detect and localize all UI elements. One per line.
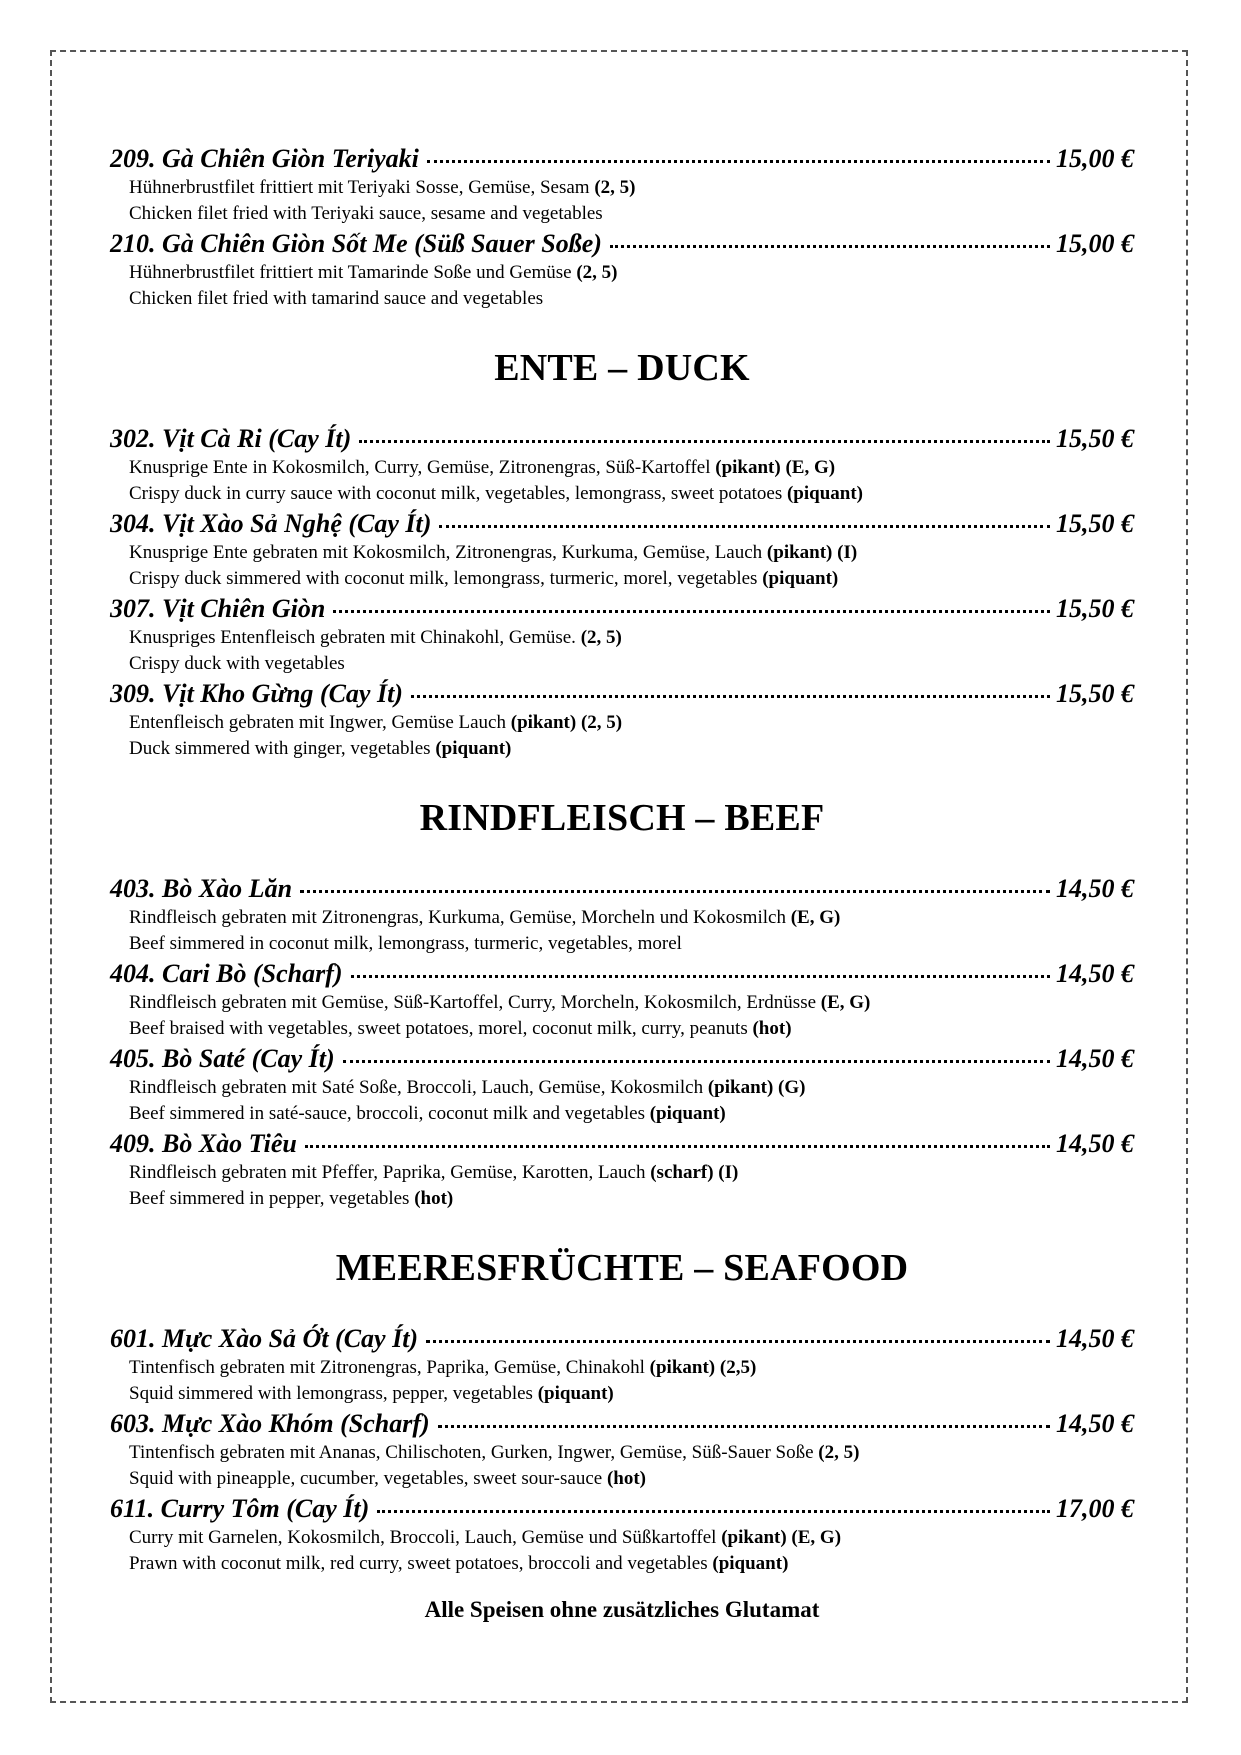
description-english: Chicken filet fried with Teriyaki sauce, sesame and vegetables (129, 203, 603, 224)
dot-leader (359, 440, 1050, 443)
section-heading: MEERESFRÜCHTE – SEAFOOD (335, 1247, 909, 1289)
dot-leader (427, 160, 1050, 163)
dot-leader (610, 245, 1050, 248)
description-english: Crispy duck with vegetables (129, 653, 345, 674)
description-german: Hühnerbrustfilet frittiert mit Tamarinde Soße und Gemüse (2, 5) (129, 262, 618, 283)
description-german: Rindfleisch gebraten mit Pfeffer, Paprika, Gemüse, Karotten, Lauch (scharf) (I) (129, 1162, 739, 1183)
menu-item (110, 957, 1134, 1042)
section-heading: ENTE – DUCK (494, 347, 750, 389)
dish-name: 601. Mực Xào Sả Ớt (Cay Ít) (110, 1324, 419, 1353)
menu-item (110, 142, 1134, 227)
dish-price: 15,00 € (1056, 144, 1134, 173)
menu-item (110, 1407, 1134, 1492)
dish-price: 14,50 € (1056, 1409, 1134, 1438)
menu-item (110, 422, 1134, 507)
menu-section-duck (110, 346, 1134, 762)
menu-item (110, 227, 1134, 312)
description-english: Duck simmered with ginger, vegetables (piquant) (129, 738, 512, 759)
description-english: Squid with pineapple, cucumber, vegetables, sweet sour-sauce (hot) (129, 1468, 646, 1489)
dot-leader (343, 1060, 1050, 1063)
menu-content (110, 142, 1134, 1625)
menu-section-chicken-continued (110, 142, 1134, 312)
description-german: Curry mit Garnelen, Kokosmilch, Broccoli, Lauch, Gemüse und Süßkartoffel (pikant) (E, G) (129, 1527, 842, 1548)
dish-name: 210. Gà Chiên Giòn Sốt Me (Süß Sauer Soße) (110, 229, 602, 258)
menu-section-beef (110, 796, 1134, 1212)
dish-price: 14,50 € (1056, 1129, 1134, 1158)
menu-item (110, 1042, 1134, 1127)
dot-leader (305, 1145, 1050, 1148)
dish-price: 15,00 € (1056, 229, 1134, 258)
menu-item (110, 1127, 1134, 1212)
description-english: Prawn with coconut milk, red curry, sweet potatoes, broccoli and vegetables (piquant) (129, 1553, 789, 1574)
description-german: Knusprige Ente in Kokosmilch, Curry, Gemüse, Zitronengras, Süß-Kartoffel (pikant) (E, G) (129, 457, 836, 478)
description-english: Crispy duck simmered with coconut milk, lemongrass, turmeric, morel, vegetables (piquant) (129, 568, 839, 589)
description-german: Tintenfisch gebraten mit Ananas, Chilischoten, Gurken, Ingwer, Gemüse, Süß-Sauer Soße (2, 5) (129, 1442, 860, 1463)
dot-leader (439, 525, 1050, 528)
menu-section-seafood (110, 1246, 1134, 1577)
dot-leader (377, 1510, 1050, 1513)
description-english: Squid simmered with lemongrass, pepper, vegetables (piquant) (129, 1383, 614, 1404)
description-german: Entenfleisch gebraten mit Ingwer, Gemüse Lauch (pikant) (2, 5) (129, 712, 623, 733)
dish-name: 304. Vịt Xào Sả Nghệ (Cay Ít) (110, 509, 432, 538)
footer-note: Alle Speisen ohne zusätzliches Glutamat (424, 1597, 820, 1622)
menu-item (110, 872, 1134, 957)
dish-price: 15,50 € (1056, 679, 1134, 708)
description-english: Crispy duck in curry sauce with coconut milk, vegetables, lemongrass, sweet potatoes (piquant) (129, 483, 864, 504)
dish-name: 302. Vịt Cà Ri (Cay Ít) (110, 424, 352, 453)
dish-name: 209. Gà Chiên Giòn Teriyaki (110, 144, 419, 173)
dish-price: 14,50 € (1056, 959, 1134, 988)
menu-item (110, 1492, 1134, 1577)
dot-leader (351, 975, 1050, 978)
description-german: Hühnerbrustfilet frittiert mit Teriyaki Sosse, Gemüse, Sesam (2, 5) (129, 177, 636, 198)
dish-name: 309. Vịt Kho Gừng (Cay Ít) (110, 679, 403, 708)
description-english: Beef simmered in saté-sauce, broccoli, coconut milk and vegetables (piquant) (129, 1103, 726, 1124)
description-german: Knusprige Ente gebraten mit Kokosmilch, Zitronengras, Kurkuma, Gemüse, Lauch (pikant) (I) (129, 542, 858, 563)
dish-name: 307. Vịt Chiên Giòn (110, 594, 326, 623)
menu-item (110, 1322, 1134, 1407)
dish-price: 15,50 € (1056, 509, 1134, 538)
dish-price: 14,50 € (1056, 874, 1134, 903)
description-english: Beef simmered in coconut milk, lemongrass, turmeric, vegetables, morel (129, 933, 682, 954)
dot-leader (411, 695, 1050, 698)
section-heading: RINDFLEISCH – BEEF (419, 797, 825, 839)
description-german: Rindfleisch gebraten mit Gemüse, Süß-Kartoffel, Curry, Morcheln, Kokosmilch, Erdnüsse (E, G) (129, 992, 871, 1013)
dot-leader (426, 1340, 1050, 1343)
menu-item (110, 507, 1134, 592)
dot-leader (300, 890, 1050, 893)
dish-name: 403. Bò Xào Lăn (110, 874, 293, 903)
description-english: Beef braised with vegetables, sweet potatoes, morel, coconut milk, curry, peanuts (hot) (129, 1018, 792, 1039)
dish-price: 14,50 € (1056, 1044, 1134, 1073)
dish-name: 603. Mực Xào Khóm (Scharf) (110, 1409, 430, 1438)
dish-price: 17,00 € (1056, 1494, 1134, 1523)
dish-name: 409. Bò Xào Tiêu (110, 1129, 297, 1158)
description-german: Knuspriges Entenfleisch gebraten mit Chinakohl, Gemüse. (2, 5) (129, 627, 622, 648)
dot-leader (333, 610, 1050, 613)
description-english: Beef simmered in pepper, vegetables (hot) (129, 1188, 454, 1209)
description-german: Tintenfisch gebraten mit Zitronengras, Paprika, Gemüse, Chinakohl (pikant) (2,5) (129, 1357, 757, 1378)
dish-name: 611. Curry Tôm (Cay Ít) (110, 1494, 370, 1523)
description-german: Rindfleisch gebraten mit Zitronengras, Kurkuma, Gemüse, Morcheln und Kokosmilch (E, G) (129, 907, 841, 928)
menu-item (110, 677, 1134, 762)
menu-item (110, 592, 1134, 677)
description-english: Chicken filet fried with tamarind sauce and vegetables (129, 288, 544, 309)
dot-leader (438, 1425, 1050, 1428)
dish-price: 14,50 € (1056, 1324, 1134, 1353)
dish-name: 405. Bò Saté (Cay Ít) (110, 1044, 335, 1073)
dish-name: 404. Cari Bò (Scharf) (110, 959, 343, 988)
dish-price: 15,50 € (1056, 424, 1134, 453)
dish-price: 15,50 € (1056, 594, 1134, 623)
description-german: Rindfleisch gebraten mit Saté Soße, Broccoli, Lauch, Gemüse, Kokosmilch (pikant) (G) (129, 1077, 806, 1098)
